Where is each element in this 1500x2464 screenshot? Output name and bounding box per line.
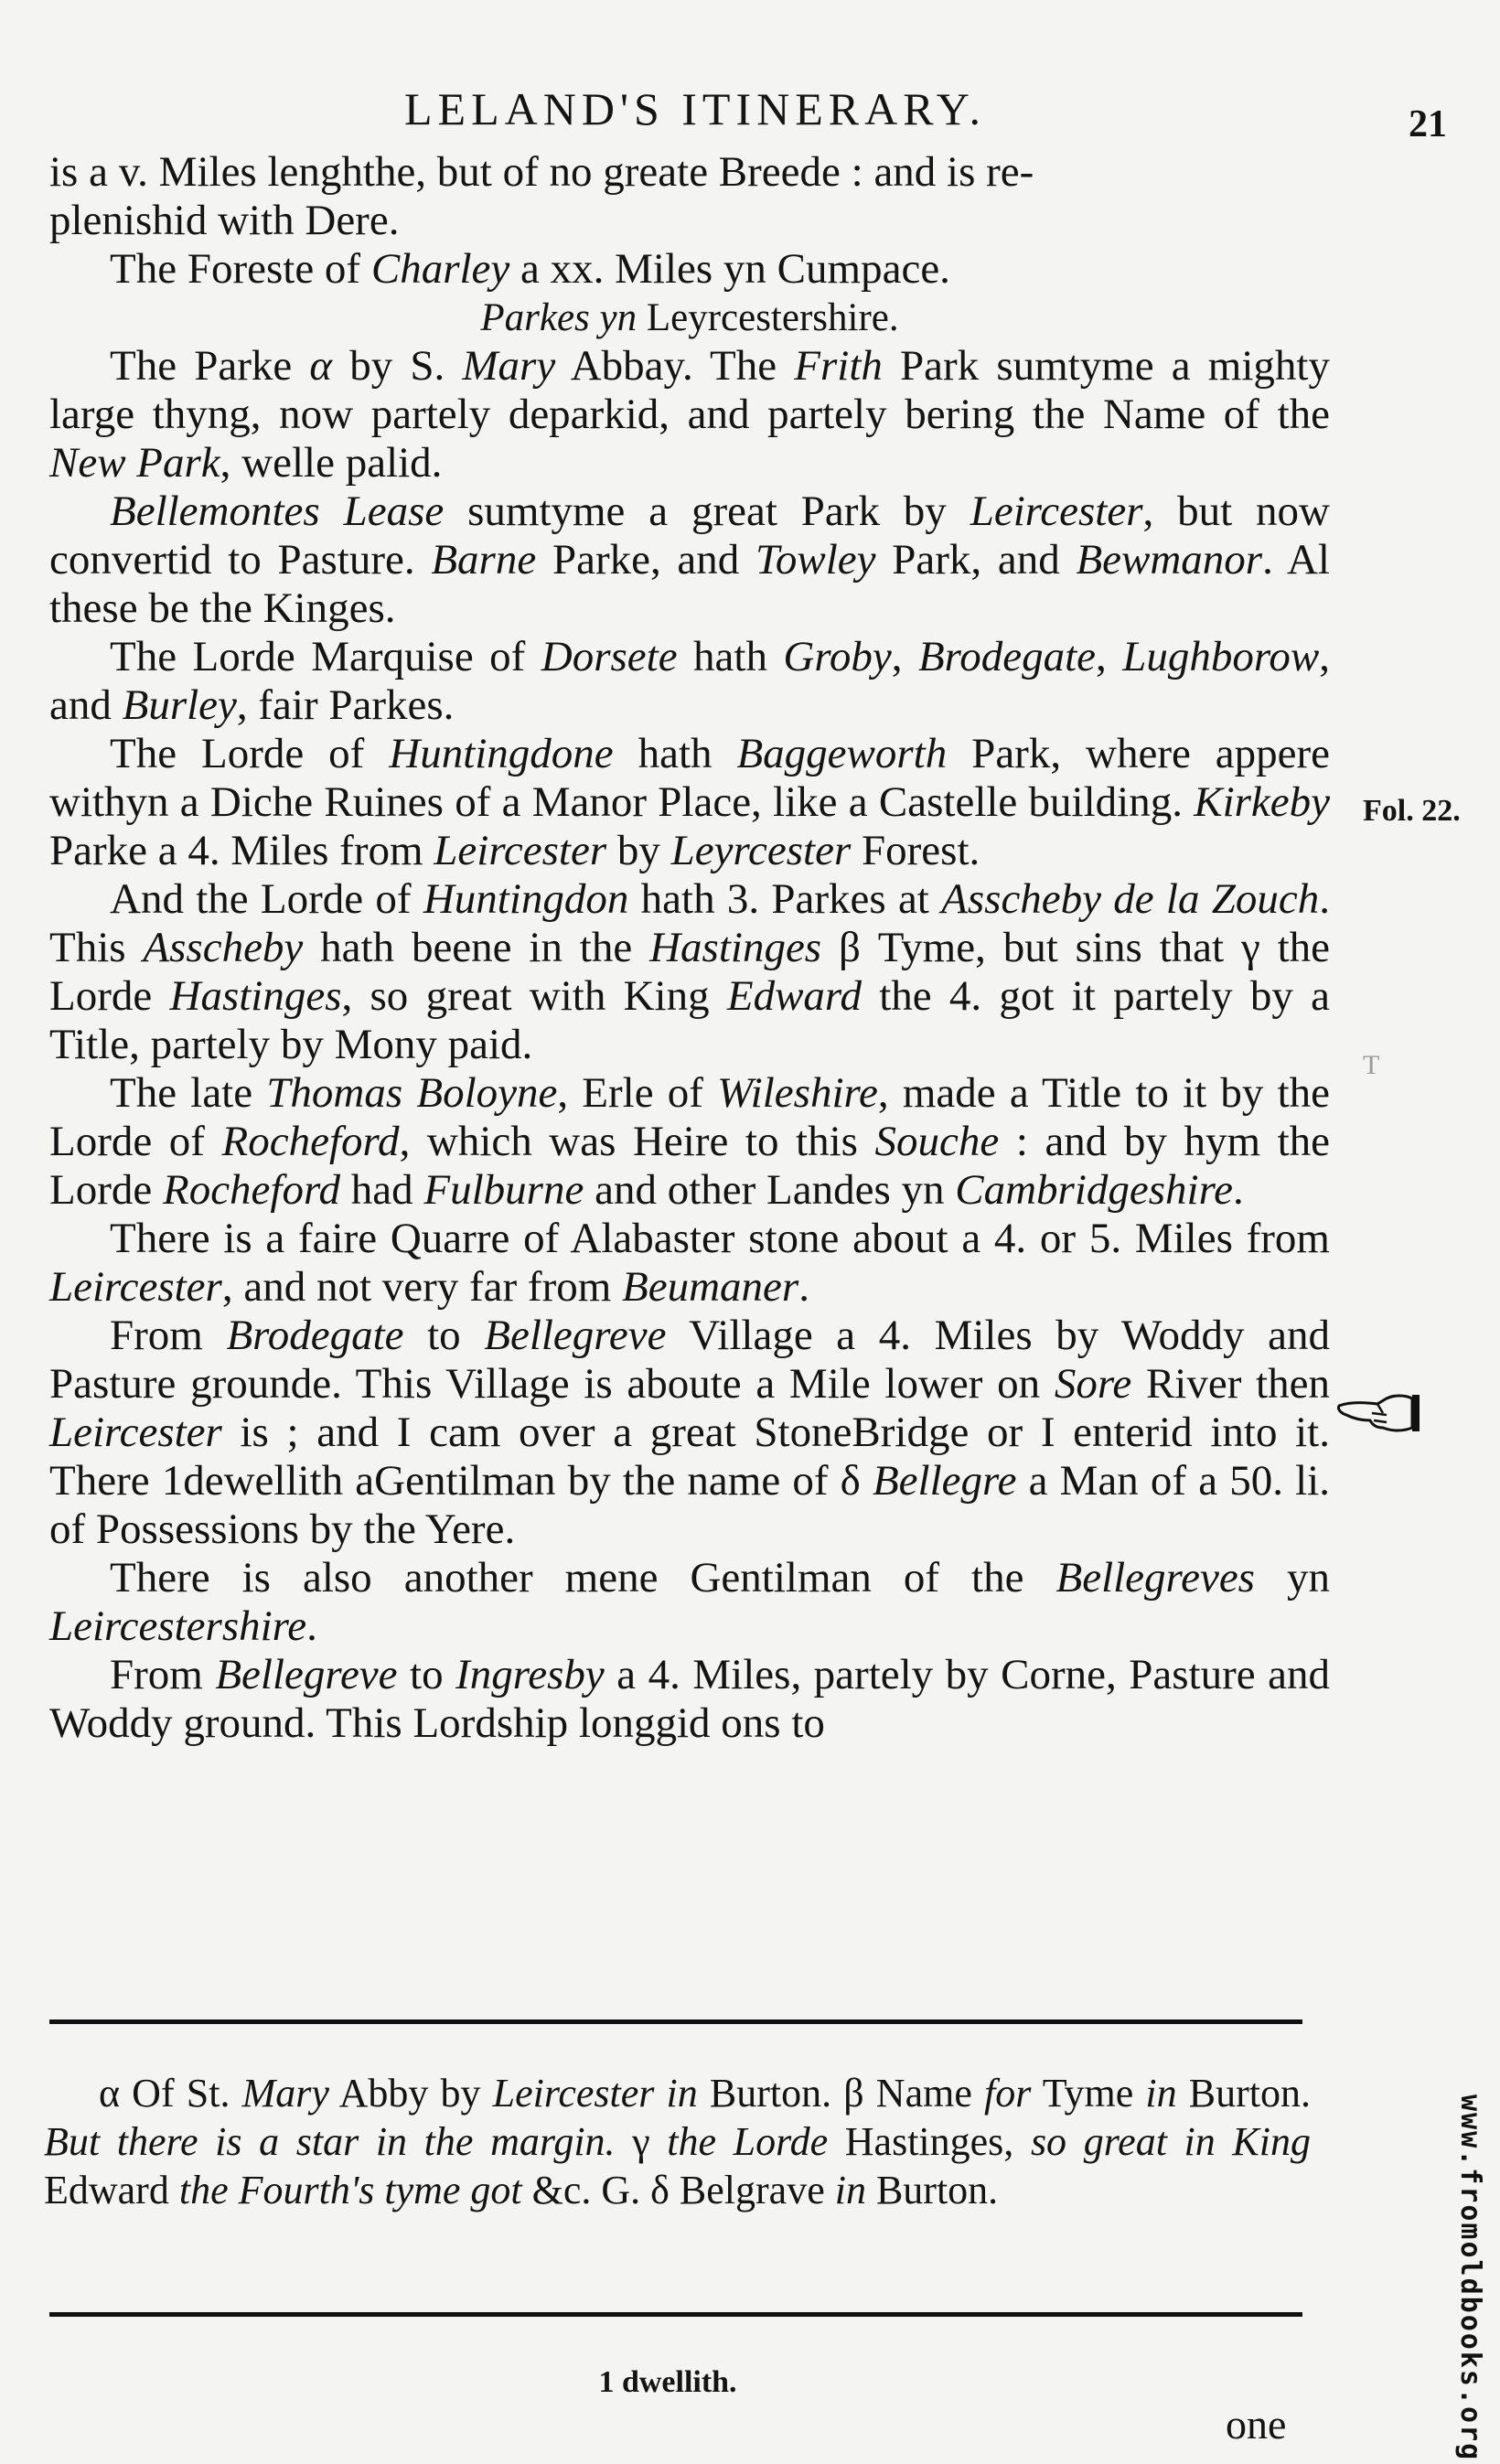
text: , Erle of [557, 1069, 718, 1117]
name: Hastinges [649, 924, 822, 971]
name: Mary [241, 2071, 329, 2116]
text: by S. [332, 342, 463, 390]
text: There is also another mene Gentilman of the [110, 1554, 1056, 1602]
text: Burton. [865, 2168, 999, 2212]
name: Thomas Boloyne [266, 1069, 558, 1117]
name: Brodegate [226, 1312, 404, 1359]
text: is ; and I cam over a great StoneBridge or I enterid into it. There [49, 1409, 1330, 1505]
text: The Foreste of [110, 245, 371, 293]
text: River then [1131, 1360, 1330, 1408]
text: α Of St. [99, 2071, 242, 2116]
text: &c. G. [521, 2168, 651, 2212]
name: Leircester [434, 827, 607, 874]
paragraph-alabaster [49, 1215, 1330, 1312]
paragraph-continuation [49, 148, 1330, 245]
catchword: one [1226, 2401, 1287, 2448]
heading-italic: Parkes yn [480, 296, 638, 339]
text: , so great with King [341, 972, 727, 1020]
name: Brodegate [917, 633, 1097, 680]
name: Bellegre [872, 1457, 1017, 1505]
text: had [340, 1166, 424, 1214]
paragraph-huntingdone [49, 730, 1330, 875]
text: Parke, and [536, 536, 756, 584]
text: hath 3. Parkes at [628, 875, 942, 923]
text: , made a Title to it by the Lorde of [49, 1069, 1330, 1165]
folio-margin-note: Fol. 22. [1363, 794, 1461, 828]
watermark-text: www.fromoldbooks.org [1454, 2094, 1486, 2462]
text: , welle palid. [220, 439, 443, 487]
text: the 4. got it partely by a Title, partely by Mony paid. [49, 972, 1331, 1068]
italic-text: the Fourth's tyme got [178, 2168, 522, 2212]
page-number: 21 [1409, 103, 1447, 145]
name: Fulburne [423, 1166, 584, 1214]
name: Leircester [49, 1409, 222, 1456]
name: Bellegreve [215, 1651, 398, 1698]
name: Towley [755, 536, 876, 584]
italic-text: so great in King [1030, 2119, 1311, 2164]
text: a Man of a 50. li. of Possessions by the Yere. [49, 1457, 1330, 1553]
text: Hastinges, [828, 2119, 1031, 2164]
text: hath [613, 730, 737, 777]
footnotes-paragraph [44, 2069, 1311, 2214]
text: , and [49, 633, 1331, 729]
text: β Tyme, but sins that γ the Lorde [49, 924, 1330, 1020]
text: Abbay. The [555, 342, 795, 390]
bottom-footnote: 1 dwellith. [598, 2365, 737, 2399]
paragraph-marquise [49, 633, 1330, 730]
name: Barne [431, 536, 537, 584]
paragraph-boloyne [49, 1069, 1330, 1215]
name: Cambridgeshire [955, 1166, 1233, 1214]
running-head: LELAND'S ITINERARY. [404, 83, 986, 134]
name: Huntingdone [389, 730, 614, 777]
text: hath beene in the [303, 924, 650, 971]
name: Asscheby [143, 924, 304, 971]
text: The Parke [110, 342, 310, 390]
name: Souche [874, 1118, 1000, 1165]
text: . [1233, 1166, 1244, 1214]
name: Leircester [970, 487, 1143, 535]
paragraph-bellemontes [49, 487, 1330, 633]
footnote-mark: 1 [161, 1457, 184, 1505]
paragraph-mene-gentilman [49, 1554, 1330, 1651]
text: The late [110, 1069, 267, 1117]
name: Mary [462, 342, 556, 390]
text: Burton. [1176, 2071, 1311, 2116]
name: Bellemontes Lease [110, 487, 445, 535]
name: Groby [783, 633, 892, 680]
text: From [110, 1651, 216, 1698]
name: Leircester [49, 1263, 222, 1311]
text: : and by hym the Lorde [49, 1118, 1330, 1214]
text: Tyme [1031, 2071, 1146, 2116]
name: Kirkeby [1194, 778, 1330, 826]
name: Bellegreves [1055, 1554, 1255, 1602]
name: Wileshire [717, 1069, 878, 1117]
footnotes-block [44, 2069, 1311, 2214]
text: . [798, 1263, 809, 1311]
text: Forest. [851, 827, 980, 874]
paragraph-parke [49, 342, 1330, 487]
text: Abby by [328, 2071, 493, 2116]
name: Burley [122, 681, 237, 729]
text: The Lorde Marquise of [110, 633, 541, 680]
text: The Lorde of [110, 730, 390, 777]
text: γ [615, 2119, 668, 2164]
paragraph-bellegreve [49, 1312, 1330, 1554]
text: to [397, 1651, 456, 1698]
section-heading [49, 294, 1330, 342]
name: Sore [1054, 1360, 1132, 1408]
italic-text: for [984, 2071, 1032, 2116]
name: Ingresby [455, 1651, 605, 1698]
text: β Name [843, 2071, 984, 2116]
text: to [403, 1312, 485, 1359]
name: Beumaner [622, 1263, 799, 1311]
text: dewellith aGentilman by the name of [183, 1457, 841, 1505]
text: Parke a 4. Miles from [49, 827, 434, 874]
text: Village a 4. Miles by Woddy and Pasture grounde. This Village is aboute a Mile lower on [49, 1312, 1331, 1408]
footnote-mark: α [309, 342, 333, 390]
name: Leircestershire [49, 1602, 307, 1650]
heading-roman: Leyrcestershire. [637, 296, 899, 339]
text: δ Belgrave [650, 2168, 835, 2212]
pointing-hand-icon [1335, 1386, 1423, 1441]
italic-text: in [834, 2168, 866, 2212]
text: , but now convertid to Pasture. [49, 487, 1330, 584]
name: Asscheby de la Zouch [941, 875, 1320, 923]
text: . Al these be the Kinges. [49, 536, 1330, 632]
name: Hastinges [169, 972, 342, 1020]
name: Dorsete [541, 633, 678, 680]
text: a xx. Miles yn Cumpace. [509, 245, 950, 293]
bleed-through-mark: T [1363, 1050, 1386, 1080]
paragraph-asscheby [49, 875, 1330, 1069]
italic-text: the Lorde [667, 2119, 829, 2164]
text: , which was Heire to this [399, 1118, 875, 1165]
footnote-mark: δ [840, 1457, 861, 1505]
text: From [110, 1312, 227, 1359]
text: Park, and [875, 536, 1077, 584]
name: Lughborow [1122, 633, 1320, 680]
name: Rocheford [162, 1166, 341, 1214]
paragraph-charley-forest [49, 245, 1330, 294]
text: Park, where appere withyn a Diche Ruines of a Manor Place, like a Castelle building. [49, 730, 1331, 826]
text: sumtyme a great Park by [444, 487, 970, 535]
name: Bellegreve [484, 1312, 667, 1359]
name: Bewmanor [1076, 536, 1263, 584]
text: There is a faire Quarre of Alabaster stone about a 4. or 5. Miles from [110, 1215, 1330, 1262]
text: Park sumtyme a mighty large thyng, now partely deparkid, and partely bering the Name of the [49, 342, 1330, 438]
italic-text: in [1145, 2071, 1177, 2116]
text: and other Landes yn [584, 1166, 956, 1214]
text: . [306, 1602, 317, 1650]
text: , and not very far from [221, 1263, 623, 1311]
italic-text: But there is a star in the margin. [44, 2119, 616, 2164]
text: . This [49, 875, 1331, 971]
text: Burton. [697, 2071, 844, 2116]
text: , [1096, 633, 1123, 680]
text-line: plenishid with Dere. [49, 197, 400, 244]
text: a 4. Miles, partely by Corne, Pasture and Woddy ground. This Lordship longgid ons to [49, 1651, 1330, 1747]
text: , [891, 633, 918, 680]
name: New Park [49, 439, 220, 487]
text: yn [1254, 1554, 1330, 1602]
text: And the Lorde of [110, 875, 423, 923]
footnote-divider-top [49, 2019, 1302, 2024]
text: hath [677, 633, 784, 680]
text: by [606, 827, 671, 874]
text [861, 1457, 873, 1505]
name: Leircester in [492, 2071, 698, 2116]
text: Edward [44, 2168, 179, 2212]
place-name: Charley [370, 245, 510, 293]
main-text-block [49, 148, 1330, 1748]
name: Rocheford [221, 1118, 400, 1165]
paragraph-ingresby [49, 1651, 1330, 1748]
name: Huntingdon [423, 875, 629, 923]
text-line: is a v. Miles lenghthe, but of no greate Breede : and is re- [49, 148, 1034, 196]
footnote-divider-bottom [49, 2312, 1302, 2317]
name: Frith [794, 342, 883, 390]
name: Baggeworth [736, 730, 948, 777]
name: Leyrcester [670, 827, 852, 874]
name: Edward [726, 972, 862, 1020]
text: , fair Parkes. [236, 681, 455, 729]
watermark [1454, 2094, 1486, 2461]
